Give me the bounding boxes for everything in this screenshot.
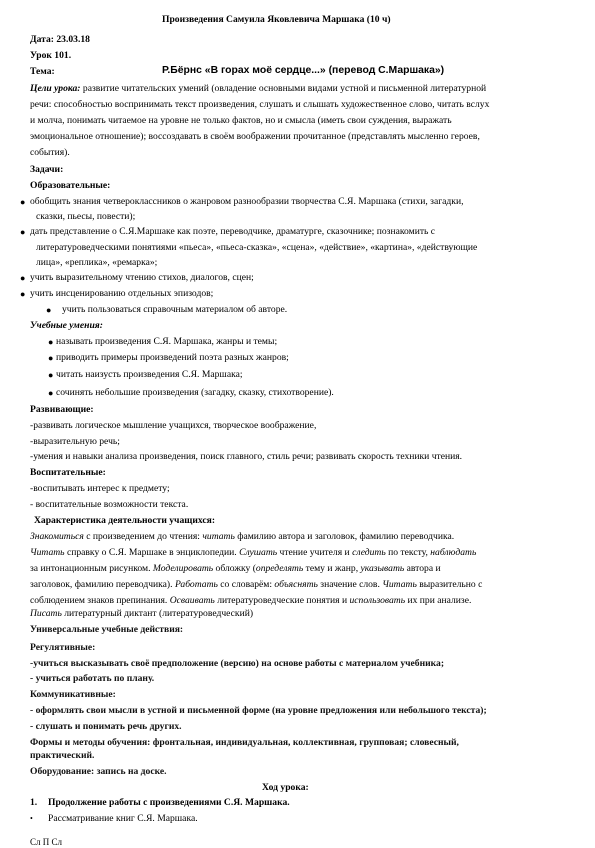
activity-text: автора и: [404, 563, 441, 574]
bullet-icon: ●: [20, 273, 26, 283]
progress-item-1: Продолжение работы с произведениями С.Я. Маршака.: [48, 797, 290, 808]
activity-text: обложку (: [213, 563, 256, 574]
activity-line-2: [30, 547, 476, 559]
activity-text: заголовок, фамилию переводчика).: [30, 579, 175, 590]
activity-verb: объяснять: [274, 579, 318, 590]
bullet-icon: ●: [48, 337, 54, 347]
upbringing-label: Воспитательные:: [30, 467, 106, 478]
forms-line-1: [30, 737, 576, 749]
activity-line-6: [30, 608, 253, 620]
activity-verb: Знакомиться: [30, 531, 84, 542]
reg-label: Регулятивные:: [30, 642, 96, 653]
skill-item: читать наизусть произведения С.Я. Маршака;: [56, 369, 243, 380]
activity-verb: Читать: [382, 579, 417, 590]
upbringing-line-2: - воспитательные возможности текста.: [30, 499, 189, 510]
com-line-1: - оформлять свои мысли в устной и письменной форме (на уровне предложения или небольшого текста);: [30, 705, 487, 716]
goals-line-3: и молча, понимать читаемое на уровне не только фактов, но и смысла (иметь свои суждения, выражать: [30, 115, 452, 126]
activity-verb: Осваивать: [169, 595, 215, 606]
skill-item: сочинять небольшие произведения (загадку, сказку, стихотворение).: [56, 387, 334, 398]
goals-line-1: [30, 83, 486, 95]
activity-line-1: [30, 531, 576, 543]
activity-text: за интонационным рисунком.: [30, 563, 153, 574]
goals-text-1: развитие читательских умений (овладение основными видами устной и письменной литературной: [82, 83, 487, 94]
forms-line-2: практический.: [30, 750, 95, 761]
skill-item: называть произведения С.Я. Маршака, жанры и темы;: [56, 336, 278, 347]
activity-verb: Работать: [174, 579, 218, 590]
activity-text: их при анализе.: [405, 595, 472, 606]
edu-item-2-line-3: лица», «реплика», «ремарка»;: [36, 257, 158, 268]
forms-text: фронтальная, индивидуальная, коллективная, групповая; словесный,: [150, 737, 459, 748]
reg-line-2: - учиться работать по плану.: [30, 673, 155, 684]
edu-item-2-line-1: дать представление о С.Я.Маршаке как поэте, переводчике, драматурге, сказочнике; познакомить с: [30, 226, 436, 237]
activity-text: соблюдением знаков препинания.: [30, 595, 170, 606]
goals-line-4: эмоциональное отношение); воссоздавать в своём воображении прочитанное (представлять мысленно героев,: [30, 131, 480, 142]
bullet-icon: ●: [20, 197, 26, 207]
goals-label: Цели урока:: [30, 83, 81, 94]
activity-text: выразительно с: [416, 579, 483, 590]
activity-text: справку о С.Я. Маршаке в энциклопедии.: [64, 547, 240, 558]
activity-text: тему и жанр,: [303, 563, 361, 574]
bullet-icon: ●: [20, 227, 26, 237]
edu-item-4: учить инсценированию отдельных эпизодов;: [30, 288, 214, 299]
activity-verb: наблюдать: [430, 547, 477, 558]
bullet-icon: ●: [48, 353, 54, 363]
goals-line-5: события).: [30, 147, 70, 158]
lesson-number: Урок 101.: [30, 50, 72, 61]
tasks-label: Задачи:: [30, 164, 64, 175]
dev-line-1: -развивать логическое мышление учащихся, творческое воображение,: [30, 420, 317, 431]
date-line: Дата: 23.03.18: [30, 34, 90, 45]
page-title: Произведения Самуила Яковлевича Маршака (10 ч): [162, 14, 391, 25]
activity-text: по тексту,: [385, 547, 431, 558]
dev-line-3: -умения и навыки анализа произведения, поиск главного, стиль речи; развивать скорость техники чтения.: [30, 451, 463, 462]
activity-verb: Слушать: [239, 547, 278, 558]
upbringing-line-1: -воспитывать интерес к предмету;: [30, 483, 170, 494]
activity-verb: определять: [255, 563, 304, 574]
bullet-icon: •: [30, 814, 33, 823]
activity-verb: использовать: [349, 595, 406, 606]
activity-verb: Моделировать: [152, 563, 214, 574]
activity-text: значение слов.: [317, 579, 383, 590]
activity-label: Характеристика деятельности учащихся:: [34, 515, 216, 526]
goals-line-2: речи: способностью воспринимать текст произведения, слушать и слышать художественное слово, читать вслух: [30, 99, 490, 110]
com-line-2: - слушать и понимать речь других.: [30, 721, 182, 732]
edu-item-2-line-2: литературоведческими понятиями «пьеса», «пьеса-сказка», «сцена», «действие», «картина», «действующие: [36, 242, 478, 253]
progress-bullet-1: Рассматривание книг С.Я. Маршака.: [48, 813, 198, 824]
activity-line-4: [30, 579, 482, 591]
equipment-text: запись на доске.: [94, 766, 167, 777]
activity-verb: Читать: [30, 547, 65, 558]
topic-label: Тема:: [30, 66, 55, 77]
edu-item-1-line-2: сказки, пьесы, повести);: [36, 211, 136, 222]
activity-text: со словарём:: [217, 579, 275, 590]
activity-text: литературоведческие понятия и: [214, 595, 350, 606]
edu-label: Образовательные:: [30, 180, 111, 191]
skills-label: Учебные умения:: [30, 320, 103, 331]
activity-text: литературный диктант (литературоведческий): [61, 608, 254, 619]
reg-line-1: -учиться высказывать своё предположение (версию) на основе работы с материалом учебника;: [30, 658, 445, 669]
com-label: Коммуникативные:: [30, 689, 116, 700]
equipment-label: Оборудование:: [30, 766, 95, 777]
progress-item-number: 1.: [30, 797, 38, 808]
bullet-icon: ●: [48, 370, 54, 380]
uud-label: Универсальные учебные действия:: [30, 624, 184, 635]
dev-label: Развивающие:: [30, 404, 94, 415]
bullet-icon: ●: [46, 305, 52, 315]
edu-item-5: учить пользоваться справочным материалом об авторе.: [62, 304, 288, 315]
activity-verb: Писать: [30, 608, 62, 619]
dev-line-2: -выразительную речь;: [30, 436, 120, 447]
equipment-line: [30, 766, 167, 778]
activity-line-5: [30, 595, 471, 607]
topic-title: Р.Бёрнс «В горах моё сердце...» (перевод С.Маршака»): [162, 65, 445, 76]
activity-verb: указывать: [360, 563, 405, 574]
edu-item-3: учить выразительному чтению стихов, диалогов, сцен;: [30, 272, 254, 283]
progress-label: Ход урока:: [262, 782, 309, 793]
activity-verb: читать: [202, 531, 235, 542]
edu-item-1-line-1: обобщить знания четвероклассников о жанровом разнообразии творчества С.Я. Маршака (стихи, загадки,: [30, 196, 464, 207]
forms-label: Формы и методы обучения:: [30, 737, 151, 748]
activity-text: с произведением до чтения:: [83, 531, 203, 542]
bullet-icon: ●: [20, 289, 26, 299]
activity-text: чтение учителя и: [277, 547, 353, 558]
activity-verb: следить: [352, 547, 386, 558]
skill-item: приводить примеры произведений поэта разных жанров;: [56, 352, 289, 363]
activity-text: фамилию автора и заголовок, фамилию переводчика.: [234, 531, 455, 542]
bullet-icon: ●: [48, 388, 54, 398]
cut-off-text: Сл П Сл: [30, 837, 62, 847]
activity-line-3: [30, 563, 441, 575]
